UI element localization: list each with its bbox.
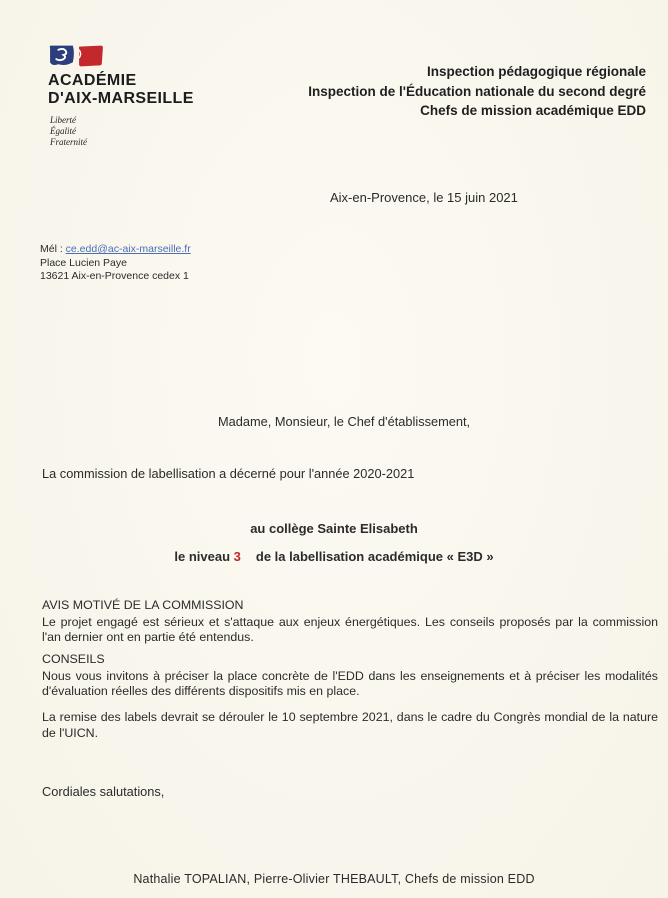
email-link[interactable]: ce.edd@ac-aix-marseille.fr [65,243,191,255]
conseils-section [42,652,658,700]
label-level-line [0,549,668,564]
french-flag-logo-icon [48,44,106,68]
header-line-chefs-mission: Chefs de mission académique EDD [420,103,646,118]
signature-line: Nathalie TOPALIAN, Pierre-Olivier THEBAULT, Chefs de mission EDD [133,872,535,886]
college-name-line: au collège Sainte Elisabeth [250,521,418,536]
salutation: Madame, Monsieur, le Chef d'établissement, [218,414,471,429]
closing-formula: Cordiales salutations, [42,784,165,799]
conseils-text: Nous vous invitons à préciser la place concrète de l'EDD dans les enseignements et à préciser les modalités d'évaluation réelles des différents dispositifs mis en place. [42,668,658,699]
academy-name-line2: D'AIX-MARSEILLE [48,90,194,107]
level-value: 3 [233,549,241,564]
republic-motto [50,115,194,148]
remise-section [42,710,658,741]
avis-text: Le projet engagé est sérieux et s'attaque aux enjeux énergétiques. Les conseils proposés par la commission l'an dernier ont en partie été entendus. [42,614,658,645]
remise-text: La remise des labels devrait se dérouler le 10 septembre 2021, dans le cadre du Congrès mondial de la nature de l'UICN. [42,710,658,740]
motto-fraternite: Fraternité [50,137,87,147]
academy-name [48,72,194,108]
header-line-inspection-regionale: Inspection pédagogique régionale [426,64,646,79]
avis-heading: AVIS MOTIVÉ DE LA COMMISSION [42,598,244,612]
email-label: Mél : [40,243,66,255]
contact-address-line2: 13621 Aix-en-Provence cedex 1 [40,270,189,282]
intro-sentence: La commission de labellisation a décerné pour l'année 2020-2021 [42,466,415,481]
sender-service-header [308,62,646,121]
academy-name-line1: ACADÉMIE [48,72,137,89]
level-suffix: de la labellisation académique « E3D » [255,549,494,564]
contact-address-line1: Place Lucien Paye [40,256,127,269]
motto-liberte: Liberté [50,115,76,125]
header-line-inspection-nationale: Inspection de l'Éducation nationale du second degré [308,83,646,99]
avis-section [42,598,658,646]
level-prefix: le niveau [174,549,234,564]
conseils-heading: CONSEILS [42,652,105,666]
academy-letterhead [48,44,194,148]
motto-egalite: Égalité [50,126,76,136]
contact-email-line [40,243,191,257]
dateline: Aix-en-Provence, le 15 juin 2021 [330,190,518,205]
contact-block [40,243,191,284]
